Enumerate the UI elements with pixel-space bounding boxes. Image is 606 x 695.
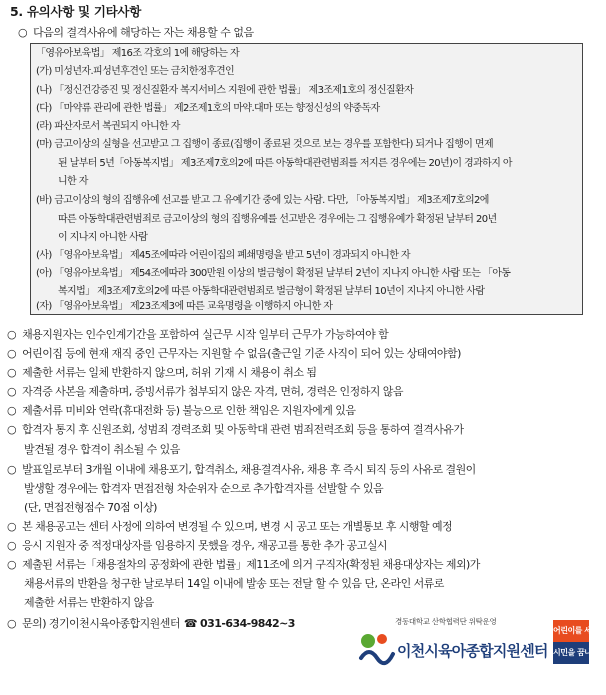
intro-text: 다음의 결격사유에 해당하는 자는 채용할 수 없음 bbox=[33, 26, 254, 39]
notice-item: ○ 채용지원자는 인수인계기간을 포함하여 실근무 시작 일부터 근무가 가능하여야 함 bbox=[7, 328, 389, 341]
box-line: (사) 「영유아보육법」 제45조에따라 어린이집의 폐쇄명령을 받고 5년이 경과되지 아니한 자 bbox=[36, 250, 410, 261]
center-name: 이천시육아종합지원센터 bbox=[397, 642, 548, 660]
center-logo-icon bbox=[355, 628, 395, 668]
notice-item-continuation: 제출한 서류는 반환하지 않음 bbox=[24, 596, 154, 609]
box-line: 「영유아보육법」 제16조 각호의 1에 해당하는 자 bbox=[36, 48, 240, 59]
notice-item-continuation: 발견될 경우 합격이 취소될 수 있음 bbox=[24, 443, 180, 456]
box-line: (라) 파산자로서 복권되지 아니한 자 bbox=[36, 121, 180, 132]
notice-item-continuation: (단, 면접전형점수 70점 이상) bbox=[24, 501, 157, 514]
notice-item: ○ 합격자 통지 후 신원조회, 성범죄 경력조회 및 아동학대 관련 범죄전력조회 등을 통하여 결격사유가 bbox=[7, 423, 464, 436]
notice-item: ○ 제출된 서류는「채용절차의 공정화에 관한 법률」제11조에 의거 구직자(확정된 채용대상자는 제외)가 bbox=[7, 558, 480, 571]
box-line: (가) 미성년자.피성년후견인 또는 금치한정후견인 bbox=[36, 66, 235, 77]
notice-item: ○ 자격증 사본을 제출하며, 증빙서류가 첨부되지 않은 자격, 면허, 경력은 인정하지 않음 bbox=[7, 385, 403, 398]
bullet-circle-icon: ○ bbox=[7, 328, 17, 341]
bullet-circle-icon: ○ bbox=[7, 404, 17, 417]
contact-label: 문의) 경기이천시육아종합지원센터 bbox=[22, 617, 180, 630]
notice-item: ○ 제출한 서류는 일체 반환하지 않으며, 허위 기재 시 채용이 취소 됨 bbox=[7, 366, 317, 379]
bullet-circle-icon: ○ bbox=[7, 520, 17, 533]
box-line: (나) 「정신건강증진 및 정신질환자 복지서비스 지원에 관한 법률」 제3조제1호의 정신질환자 bbox=[36, 85, 414, 96]
notice-item: ○ 발표일로부터 3개월 이내에 채용포기, 합격취소, 채용결격사유, 채용 후 즉시 퇴직 등의 사유로 결원이 bbox=[7, 463, 476, 476]
notice-item-continuation: 채용서류의 반환을 청구한 날로부터 14일 이내에 발송 또는 전달 할 수 있음 단, 온라인 서류로 bbox=[24, 577, 444, 590]
box-line: (아) 「영유아보육법」 제54조에따라 300만원 이상의 벌금형이 확정된 날부터 2년이 지나지 아니한 사람 또는 「아동 bbox=[36, 268, 511, 279]
box-line: (바) 금고이상의 형의 집행유예 선고를 받고 그 유예기간 중에 있는 사람. 다만, 「아동복지법」 제3조제7호의2에 bbox=[36, 195, 489, 206]
box-line: 따른 아동학대관련범죄로 금고이상의 형의 집행유예를 선고받은 경우에는 그 집행유예가 확정된 날부터 20년 bbox=[58, 214, 497, 225]
notice-item: ○ 본 채용공고는 센터 사정에 의하여 변경될 수 있으며, 변경 시 공고 또는 개별통보 후 시행할 예정 bbox=[7, 520, 453, 533]
footer-logo-area bbox=[355, 610, 606, 690]
bullet-circle-icon: ○ bbox=[18, 26, 28, 39]
notice-item: ○ 제출서류 미비와 연락(휴대전화 등) 불능으로 인한 책임은 지원자에게 있음 bbox=[7, 404, 356, 417]
bullet-circle-icon: ○ bbox=[7, 558, 17, 571]
box-line: 이 지나지 아니한 사람 bbox=[58, 232, 148, 243]
operator-text: 경동대학교 산학협력단 위탁운영 bbox=[395, 617, 497, 626]
bullet-circle-icon: ○ bbox=[7, 385, 17, 398]
box-line: 니한 자 bbox=[58, 176, 88, 187]
bullet-circle-icon: ○ bbox=[7, 366, 17, 379]
bullet-circle-icon: ○ bbox=[7, 539, 17, 552]
notice-item: ○ 어린이집 등에 현재 재직 중인 근무자는 지원할 수 없음(출근일 기준 사직이 되어 있는 상태여야함) bbox=[7, 347, 461, 360]
section-heading: 5. 유의사항 및 기타사항 bbox=[10, 4, 141, 19]
telephone-icon: ☎ bbox=[183, 617, 198, 630]
disqualification-box bbox=[30, 43, 583, 315]
box-line: (마) 금고이상의 실형을 선고받고 그 집행이 종료(집행이 종료된 것으로 보는 경우를 포함한다) 되거나 집행이 면제 bbox=[36, 139, 494, 150]
notice-item-continuation: 발생할 경우에는 합격자 면접전형 차순위자 순으로 추가합격자를 선발할 수 있음 bbox=[24, 482, 384, 495]
notice-item: ○ 응시 지원자 중 적정대상자를 임용하지 못했을 경우, 재공고를 통한 추가 공고실시 bbox=[7, 539, 387, 552]
box-line: (다) 「마약류 관리에 관한 법률」 제2조제1호의 마약.대마 또는 향정신성의 약중독자 bbox=[36, 103, 380, 114]
box-line: (자) 「영유아보육법」 제23조제3에 따른 교육명령을 이행하지 아니한 자 bbox=[36, 301, 333, 312]
slogan-bottom: 시민을 꿈나게 bbox=[553, 642, 589, 664]
bullet-circle-icon: ○ bbox=[7, 463, 17, 476]
bullet-circle-icon: ○ bbox=[7, 617, 17, 630]
contact-line bbox=[7, 617, 295, 631]
intro-line bbox=[18, 24, 254, 40]
contact-phone: 031-634-9842~3 bbox=[200, 617, 295, 630]
slogan-top: 어린이를 세상에 bbox=[553, 620, 589, 642]
box-line: 복지법」 제3조제7호의2에 따른 아동학대관련범죄로 벌금형이 확정된 날부터 10년이 지나지 아니한 사람 bbox=[58, 286, 485, 297]
bullet-circle-icon: ○ bbox=[7, 347, 17, 360]
bullet-circle-icon: ○ bbox=[7, 423, 17, 436]
slogan-badge bbox=[553, 620, 606, 664]
box-line: 된 날부터 5년「아동복지법」 제3조제7호의2에 따른 아동학대관련범죄를 저지른 경우에는 20년)이 경과하지 아 bbox=[58, 158, 512, 169]
